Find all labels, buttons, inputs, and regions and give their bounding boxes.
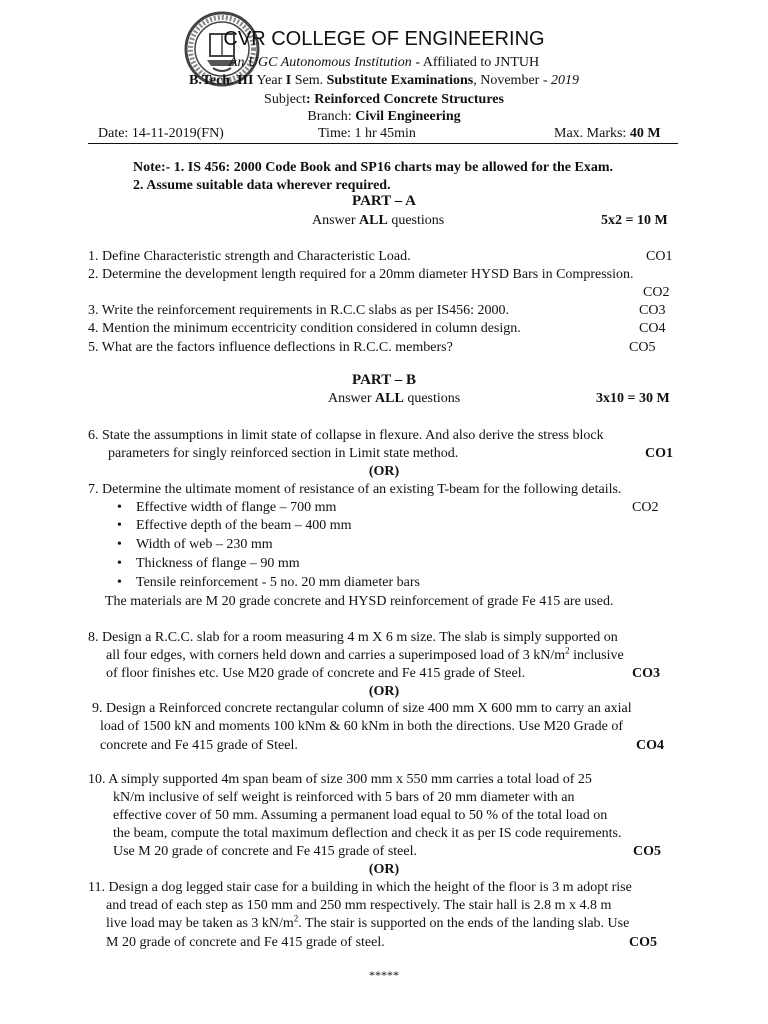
note-line-2: 2. Assume suitable data wherever required. (133, 178, 391, 193)
question-11-line-3b: . The stair is supported on the ends of the landing slab. Use (298, 916, 630, 931)
subject-label: Subject (264, 92, 307, 107)
question-11-line-1: 11. Design a dog legged stair case for a building in which the height of the floor is 3 m adopt rise (88, 880, 632, 895)
question-11-line-3 (106, 915, 629, 933)
question-8-line-2a: all four edges, with corners held down and carries a superimposed load of 3 kN/m (106, 648, 566, 663)
question-10-line-1: 10. A simply supported 4m span beam of size 300 mm x 550 mm carries a total load of 25 (88, 772, 592, 787)
bullet-item (117, 536, 273, 554)
bullet-item (117, 555, 300, 573)
affiliation (0, 54, 768, 72)
part-a-instr-pre: Answer (312, 213, 360, 228)
exam-date: Date: 14-11-2019(FN) (98, 126, 224, 141)
branch-label: Branch: (307, 109, 356, 124)
part-b-instructions (328, 390, 460, 408)
college-name: CVR COLLEGE OF ENGINEERING (223, 28, 545, 50)
question-2: 2. Determine the development length required for a 20mm diameter HYSD Bars in Compression. (88, 267, 634, 282)
question-8-line-2 (106, 647, 624, 665)
part-a-instructions (312, 212, 444, 230)
bullet-icon: • (117, 556, 122, 571)
superscript-2: 2 (293, 913, 299, 924)
question-6-co: CO1 (645, 446, 673, 461)
question-6-line-1: 6. State the assumptions in limit state of collapse in flexure. And also derive the stress block (88, 428, 604, 443)
superscript-2: 2 (565, 645, 570, 656)
question-10-line-4: the beam, compute the total maximum deflection and check it as per IS code requirements. (113, 826, 622, 841)
part-a-marks: 5x2 = 10 M (601, 213, 668, 228)
exam-degree: B.Tech (188, 73, 231, 88)
header-divider (88, 143, 678, 144)
max-marks-label: Max. Marks: (554, 126, 630, 141)
question-10-line-2: kN/m inclusive of self weight is reinforced with 5 bars of 20 mm diameter with an (113, 790, 575, 805)
bullet-item (117, 517, 352, 535)
exam-year-value: 2019 (551, 73, 579, 88)
bullet-icon: • (117, 575, 122, 590)
question-7-co: CO2 (632, 500, 659, 515)
question-8-line-1: 8. Design a R.C.C. slab for a room measuring 4 m X 6 m size. The slab is simply supported on (88, 630, 618, 645)
exam-line (0, 72, 768, 90)
subject-value: : Reinforced Concrete Structures (306, 92, 504, 107)
question-5: 5. What are the factors influence deflections in R.C.C. members? (88, 340, 453, 355)
affiliation-jntuh: - Affiliated to JNTUH (411, 55, 540, 70)
max-marks-value: 40 M (629, 126, 661, 141)
question-8-co: CO3 (632, 666, 660, 681)
part-a-instr-post: questions (387, 213, 445, 228)
exam-time: Time: 1 hr 45min (318, 126, 416, 141)
exam-year-label: Year (253, 73, 286, 88)
question-1: 1. Define Characteristic strength and Characteristic Load. (88, 249, 411, 264)
exam-year: III (237, 73, 254, 88)
note-line-1: Note:- 1. IS 456: 2000 Code Book and SP16 charts may be allowed for the Exam. (133, 160, 614, 175)
question-8-line-3: of floor finishes etc. Use M20 grade of concrete and Fe 415 grade of Steel. (106, 666, 526, 681)
question-9-line-2: load of 1500 kN and moments 100 kNm & 60 kNm in both the directions. Use M20 Grade of (100, 719, 623, 734)
question-7-line-1: 7. Determine the ultimate moment of resistance of an existing T-beam for the following details. (88, 482, 622, 497)
part-b-instr-post: questions (403, 391, 461, 406)
question-11-line-3a: live load may be taken as 3 kN/m (106, 916, 294, 931)
exam-sem: I (285, 73, 292, 88)
bullet-icon: • (117, 518, 122, 533)
part-a-instr-all: ALL (359, 213, 388, 228)
or-divider-2: (OR) (368, 684, 400, 699)
part-b-marks: 3x10 = 30 M (596, 391, 670, 406)
question-9-line-3: concrete and Fe 415 grade of Steel. (100, 738, 298, 753)
part-b-title: PART – B (352, 372, 416, 388)
question-6-line-2: parameters for singly reinforced section in Limit state method. (108, 446, 459, 461)
branch-value: Civil Engineering (355, 109, 461, 124)
part-a-title: PART – A (352, 193, 416, 209)
question-10-line-5: Use M 20 grade of concrete and Fe 415 grade of steel. (113, 844, 418, 859)
bullet-text: Tensile reinforcement - 5 no. 20 mm diameter bars (136, 575, 420, 590)
question-3: 3. Write the reinforcement requirements in R.C.C slabs as per IS456: 2000. (88, 303, 510, 318)
affiliation-autonomous: An UGC Autonomous Institution (228, 55, 412, 70)
bullet-text: Effective width of flange – 700 mm (136, 500, 337, 515)
part-b-instr-pre: Answer (328, 391, 376, 406)
exam-type: Substitute Examinations (326, 73, 474, 88)
question-11-line-4: M 20 grade of concrete and Fe 415 grade of steel. (106, 935, 385, 950)
question-4-co: CO4 (639, 321, 666, 336)
question-5-co: CO5 (629, 340, 656, 355)
question-8-line-2b: inclusive (569, 648, 624, 663)
exam-dot: . (230, 73, 238, 88)
question-2-co: CO2 (643, 285, 670, 300)
bullet-icon: • (117, 500, 122, 515)
or-divider-3: (OR) (368, 862, 400, 877)
subject-line (0, 91, 768, 109)
bullet-item (117, 499, 336, 517)
end-mark: ***** (369, 968, 399, 982)
max-marks (554, 125, 661, 143)
exam-month: , November - (473, 73, 551, 88)
bullet-text: Thickness of flange – 90 mm (136, 556, 300, 571)
question-1-co: CO1 (646, 249, 673, 264)
part-b-instr-all: ALL (375, 391, 404, 406)
question-3-co: CO3 (639, 303, 666, 318)
question-9-line-1: 9. Design a Reinforced concrete rectangular column of size 400 mm X 600 mm to carry an axial (92, 701, 632, 716)
bullet-text: Width of web – 230 mm (136, 537, 273, 552)
bullet-item (117, 574, 420, 592)
question-7-line-2: The materials are M 20 grade concrete and HYSD reinforcement of grade Fe 415 are used. (105, 594, 614, 609)
bullet-icon: • (117, 537, 122, 552)
question-11-line-2: and tread of each step as 150 mm and 250 mm respectively. The stair hall is 2.8 m x 4.8 m (106, 898, 612, 913)
question-11-co: CO5 (629, 935, 657, 950)
question-4: 4. Mention the minimum eccentricity condition considered in column design. (88, 321, 521, 336)
exam-sem-label: Sem. (291, 73, 327, 88)
or-divider-1: (OR) (368, 464, 400, 479)
question-9-co: CO4 (636, 738, 664, 753)
question-10-co: CO5 (633, 844, 661, 859)
question-10-line-3: effective cover of 50 mm. Assuming a permanent load equal to 50 % of the total load on (113, 808, 608, 823)
bullet-text: Effective depth of the beam – 400 mm (136, 518, 352, 533)
branch-line (0, 108, 768, 126)
